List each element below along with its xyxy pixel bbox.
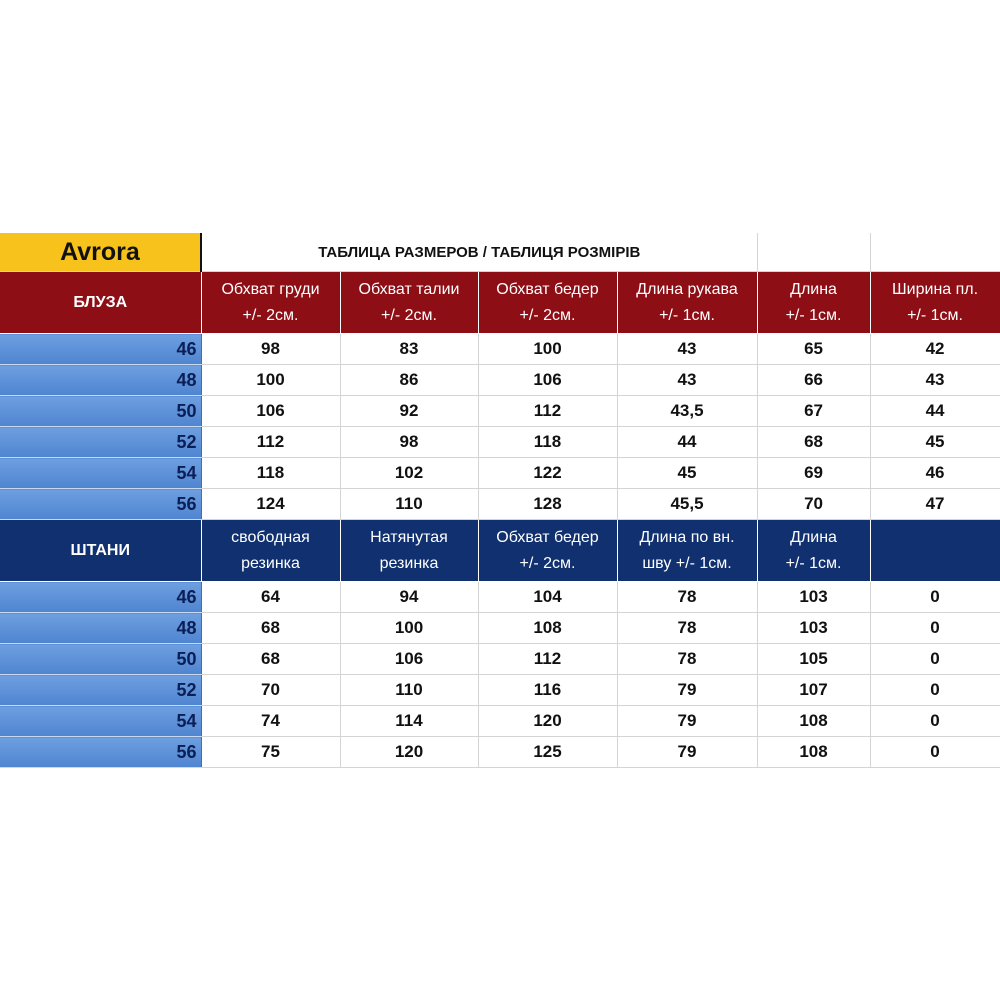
blank-cell bbox=[870, 233, 1000, 272]
value-cell: 86 bbox=[340, 365, 478, 396]
column-header bbox=[201, 272, 340, 334]
value-cell: 0 bbox=[870, 582, 1000, 613]
table-row bbox=[0, 427, 1000, 458]
value-cell: 79 bbox=[617, 737, 757, 768]
header-line-2: +/- 1см. bbox=[785, 306, 842, 324]
table-row bbox=[0, 675, 1000, 706]
size-cell: 54 bbox=[0, 706, 201, 737]
value-cell: 106 bbox=[478, 365, 617, 396]
value-cell: 108 bbox=[757, 737, 870, 768]
value-cell: 98 bbox=[201, 334, 340, 365]
value-cell: 45 bbox=[617, 458, 757, 489]
header-line-1: Обхват груди bbox=[221, 280, 320, 298]
size-cell: 54 bbox=[0, 458, 201, 489]
header-line-2: +/- 2см. bbox=[381, 306, 437, 324]
blouse-header-row bbox=[0, 272, 1000, 334]
table-row bbox=[0, 737, 1000, 768]
value-cell: 42 bbox=[870, 334, 1000, 365]
column-header bbox=[617, 520, 757, 582]
column-header bbox=[340, 272, 478, 334]
header-line-2: +/- 2см. bbox=[242, 306, 299, 324]
value-cell: 124 bbox=[201, 489, 340, 520]
table-row bbox=[0, 644, 1000, 675]
value-cell: 114 bbox=[340, 706, 478, 737]
value-cell: 78 bbox=[617, 644, 757, 675]
header-line-1: свободная bbox=[231, 528, 310, 546]
table-row bbox=[0, 489, 1000, 520]
value-cell: 118 bbox=[201, 458, 340, 489]
header-line-2: резинка bbox=[241, 554, 300, 572]
value-cell: 75 bbox=[201, 737, 340, 768]
size-cell: 50 bbox=[0, 396, 201, 427]
column-header bbox=[478, 520, 617, 582]
header-line-2: резинка bbox=[379, 554, 439, 572]
value-cell: 98 bbox=[340, 427, 478, 458]
value-cell: 47 bbox=[870, 489, 1000, 520]
value-cell: 0 bbox=[870, 675, 1000, 706]
header-line-1: Обхват талии bbox=[358, 280, 460, 298]
value-cell: 43,5 bbox=[617, 396, 757, 427]
value-cell: 0 bbox=[870, 613, 1000, 644]
value-cell: 107 bbox=[757, 675, 870, 706]
value-cell: 120 bbox=[340, 737, 478, 768]
value-cell: 65 bbox=[757, 334, 870, 365]
value-cell: 0 bbox=[870, 737, 1000, 768]
value-cell: 68 bbox=[757, 427, 870, 458]
value-cell: 103 bbox=[757, 613, 870, 644]
value-cell: 106 bbox=[340, 644, 478, 675]
value-cell: 74 bbox=[201, 706, 340, 737]
header-line-2: +/- 2см. bbox=[519, 554, 576, 572]
value-cell: 116 bbox=[478, 675, 617, 706]
value-cell: 103 bbox=[757, 582, 870, 613]
value-cell: 112 bbox=[478, 396, 617, 427]
header-line-1: Длина рукава bbox=[636, 280, 738, 298]
value-cell: 118 bbox=[478, 427, 617, 458]
blank-cell bbox=[757, 233, 870, 272]
value-cell: 94 bbox=[340, 582, 478, 613]
table-row bbox=[0, 706, 1000, 737]
value-cell: 108 bbox=[757, 706, 870, 737]
column-header bbox=[478, 272, 617, 334]
value-cell: 46 bbox=[870, 458, 1000, 489]
value-cell: 45,5 bbox=[617, 489, 757, 520]
value-cell: 0 bbox=[870, 644, 1000, 675]
header-line-1: Длина bbox=[790, 528, 837, 546]
value-cell: 100 bbox=[478, 334, 617, 365]
value-cell: 44 bbox=[617, 427, 757, 458]
table-row bbox=[0, 334, 1000, 365]
value-cell: 43 bbox=[617, 365, 757, 396]
column-header bbox=[870, 272, 1000, 334]
size-chart-table bbox=[0, 233, 1000, 768]
size-cell: 48 bbox=[0, 613, 201, 644]
column-header bbox=[757, 520, 870, 582]
column-header bbox=[201, 520, 340, 582]
value-cell: 70 bbox=[201, 675, 340, 706]
column-header bbox=[340, 520, 478, 582]
value-cell: 64 bbox=[201, 582, 340, 613]
header-line-2: +/- 1см. bbox=[659, 306, 715, 324]
value-cell: 68 bbox=[201, 613, 340, 644]
value-cell: 102 bbox=[340, 458, 478, 489]
column-header-empty bbox=[870, 520, 1000, 582]
value-cell: 106 bbox=[201, 396, 340, 427]
value-cell: 0 bbox=[870, 706, 1000, 737]
pants-header-row bbox=[0, 520, 1000, 582]
header-line-1: Ширина пл. bbox=[892, 280, 979, 298]
value-cell: 83 bbox=[340, 334, 478, 365]
header-line-2: +/- 2см. bbox=[519, 306, 576, 324]
value-cell: 44 bbox=[870, 396, 1000, 427]
size-cell: 50 bbox=[0, 644, 201, 675]
size-cell: 48 bbox=[0, 365, 201, 396]
value-cell: 125 bbox=[478, 737, 617, 768]
value-cell: 112 bbox=[478, 644, 617, 675]
size-cell: 56 bbox=[0, 737, 201, 768]
column-header bbox=[757, 272, 870, 334]
value-cell: 100 bbox=[201, 365, 340, 396]
column-header bbox=[617, 272, 757, 334]
value-cell: 104 bbox=[478, 582, 617, 613]
value-cell: 66 bbox=[757, 365, 870, 396]
value-cell: 128 bbox=[478, 489, 617, 520]
value-cell: 69 bbox=[757, 458, 870, 489]
value-cell: 112 bbox=[201, 427, 340, 458]
title-row bbox=[0, 233, 1000, 272]
value-cell: 105 bbox=[757, 644, 870, 675]
value-cell: 92 bbox=[340, 396, 478, 427]
value-cell: 78 bbox=[617, 613, 757, 644]
header-line-2: +/- 1см. bbox=[785, 554, 842, 572]
section-label-blouse: БЛУЗА bbox=[0, 272, 201, 334]
header-line-1: Обхват бедер bbox=[496, 528, 599, 546]
value-cell: 79 bbox=[617, 706, 757, 737]
size-cell: 46 bbox=[0, 334, 201, 365]
value-cell: 43 bbox=[617, 334, 757, 365]
value-cell: 110 bbox=[340, 675, 478, 706]
table-row bbox=[0, 458, 1000, 489]
value-cell: 43 bbox=[870, 365, 1000, 396]
value-cell: 110 bbox=[340, 489, 478, 520]
size-cell: 52 bbox=[0, 675, 201, 706]
table-row bbox=[0, 613, 1000, 644]
size-cell: 56 bbox=[0, 489, 201, 520]
brand-logo: Avrora bbox=[0, 233, 201, 272]
value-cell: 79 bbox=[617, 675, 757, 706]
table-title: ТАБЛИЦА РАЗМЕРОВ / ТАБЛИЦЯ РОЗМІРІВ bbox=[201, 233, 757, 272]
header-line-1: Длина по вн. bbox=[639, 528, 735, 546]
table-row bbox=[0, 365, 1000, 396]
value-cell: 67 bbox=[757, 396, 870, 427]
value-cell: 68 bbox=[201, 644, 340, 675]
value-cell: 122 bbox=[478, 458, 617, 489]
header-line-1: Обхват бедер bbox=[496, 280, 599, 298]
value-cell: 120 bbox=[478, 706, 617, 737]
table-row bbox=[0, 396, 1000, 427]
header-line-1: Натянутая bbox=[370, 528, 448, 546]
header-line-2: шву +/- 1см. bbox=[642, 554, 732, 572]
size-cell: 46 bbox=[0, 582, 201, 613]
value-cell: 78 bbox=[617, 582, 757, 613]
value-cell: 45 bbox=[870, 427, 1000, 458]
value-cell: 70 bbox=[757, 489, 870, 520]
value-cell: 100 bbox=[340, 613, 478, 644]
value-cell: 108 bbox=[478, 613, 617, 644]
header-line-1: Длина bbox=[790, 280, 837, 298]
table-row bbox=[0, 582, 1000, 613]
section-label-pants: ШТАНИ bbox=[0, 520, 201, 582]
size-cell: 52 bbox=[0, 427, 201, 458]
header-line-2: +/- 1см. bbox=[907, 306, 963, 324]
